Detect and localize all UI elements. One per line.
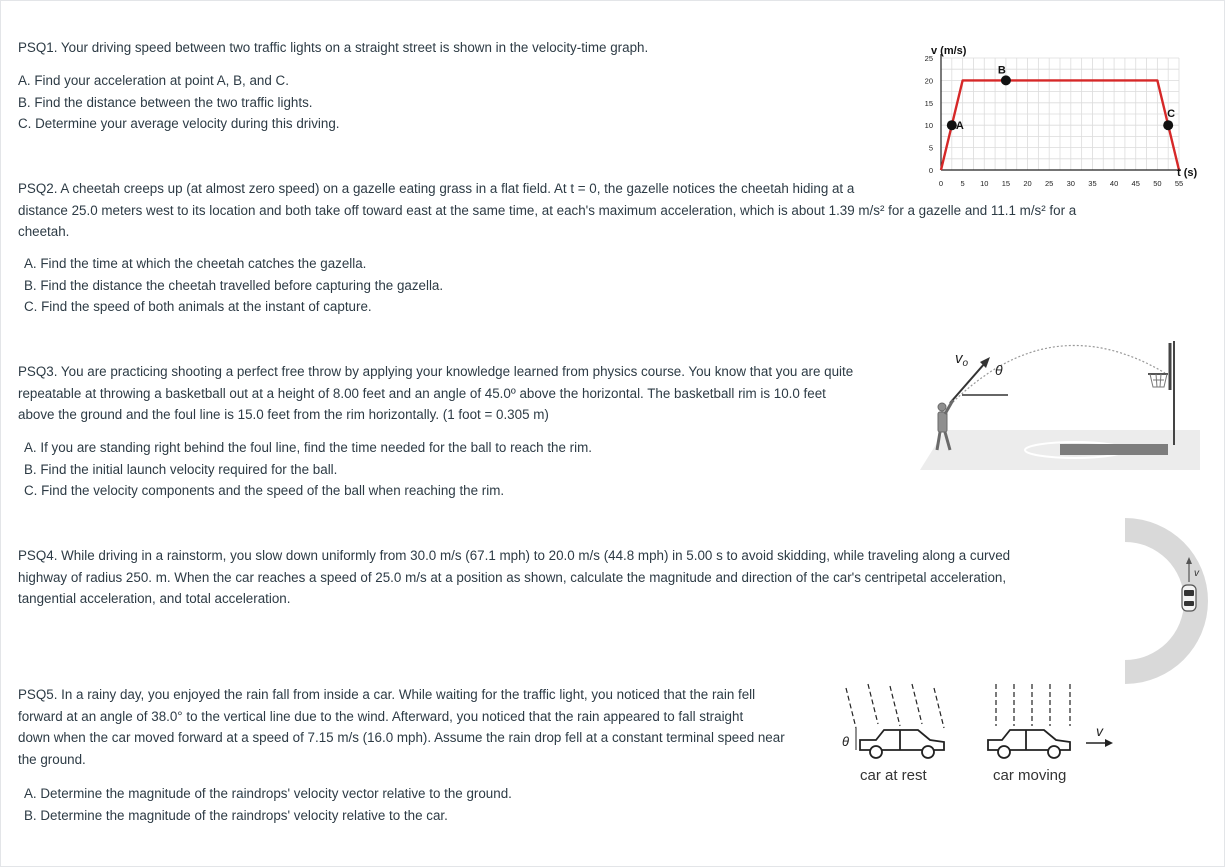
- rain-angle-label: θ: [842, 734, 850, 749]
- player-head: [938, 403, 946, 411]
- x-tick-label: 40: [1109, 179, 1119, 188]
- x-tick-label: 10: [980, 179, 989, 188]
- vertical-rain-lines: [996, 684, 1070, 726]
- launch-velocity-label: [955, 350, 969, 369]
- x-tick-label: 35: [1088, 179, 1097, 188]
- psq3-intro-line3: above the ground and the foul line is 15.0 feet from the rim horizontally. (1 foot = 0.305 m): [18, 407, 549, 423]
- paint-lane: [1060, 444, 1168, 455]
- x-tick-label: 55: [1174, 179, 1184, 188]
- psq3-parts: [24, 437, 592, 502]
- psq4-intro-line1: PSQ4. While driving in a rainstorm, you slow down uniformly from 30.0 m/s (67.1 mph) to 20.0 m/s (44.8 mph) in 5.00 s to avoid skidding, while traveling along a curved: [18, 548, 1011, 563]
- psq5-intro-line1: PSQ5. In a rainy day, you enjoyed the rain fall from inside a car. While waiting for the traffic light, you noticed that the rain fell: [18, 687, 756, 702]
- psq3-part-a: A. If you are standing right behind the foul line, find the time needed for the ball to reach the rim.: [24, 440, 592, 455]
- psq1-parts: [18, 70, 340, 135]
- car-moving: [988, 730, 1070, 758]
- velocity-time-chart: [915, 38, 1205, 200]
- psq4-intro-line2: highway of radius 250. m. When the car reaches a speed of 25.0 m/s at a position as shown, calculate the magnitude and direction of the car's centripetal acceleration,: [18, 569, 1007, 585]
- psq1-intro-text: PSQ1. Your driving speed between two traffic lights on a straight street is shown in the velocity-time graph.: [18, 40, 649, 55]
- x-tick-label: 50: [1153, 179, 1162, 188]
- chart-ylabel: v (m/s): [931, 45, 967, 57]
- car-moving-caption: car moving: [993, 767, 1067, 784]
- psq5-intro-line3: down when the car moved forward at a speed of 7.15 m/s (16.0 mph). Assume the rain drop fell at a constant terminal speed near: [18, 730, 785, 746]
- psq1-intro: [18, 37, 648, 59]
- psq1-part-b: B. Find the distance between the two traffic lights.: [18, 94, 313, 110]
- psq3-intro-line2: repeatable at throwing a basketball out at a height of 8.00 feet and an angle of 45.0º above the horizontal. The basketball rim is 10.0 feet: [18, 385, 826, 401]
- psq1-part-a: A. Find your acceleration at point A, B, and C.: [18, 73, 289, 88]
- point-a-label: A: [955, 120, 964, 133]
- y-tick-label: 0: [928, 166, 933, 175]
- player-body: [938, 412, 947, 432]
- psq3-intro: [18, 361, 918, 426]
- psq5-intro-line4: the ground.: [18, 751, 86, 767]
- y-tick-label: 5: [928, 143, 933, 153]
- psq2-part-a: A. Find the time at which the cheetah catches the gazella.: [24, 256, 367, 271]
- psq4-intro: [18, 545, 1118, 610]
- x-tick-label: 25: [1045, 179, 1054, 188]
- psq2-parts: [24, 253, 443, 318]
- car-velocity-label: v: [1096, 723, 1103, 739]
- psq3-part-c: C. Find the velocity components and the speed of the ball when reaching the rim.: [24, 483, 505, 499]
- chart-axes: [941, 54, 1181, 170]
- psq2-intro-line3: cheetah.: [18, 224, 70, 240]
- x-tick-label: 20: [1023, 179, 1032, 188]
- launch-velocity-arrow: [950, 363, 985, 403]
- chart-points: [947, 64, 1175, 132]
- ball-trajectory: [950, 345, 1165, 405]
- psq2-intro-line1: PSQ2. A cheetah creeps up (at almost zero speed) on a gazelle eating grass in a flat field. At t = 0, the gazelle notices the cheetah hiding at a: [18, 181, 855, 196]
- launch-angle-label: θ: [995, 362, 1003, 378]
- psq5-part-a: A. Determine the magnitude of the raindrops' velocity vector relative to the ground.: [24, 786, 512, 801]
- basketball-free-throw-figure: [920, 335, 1200, 475]
- car-velocity-arrowhead: [1105, 739, 1113, 747]
- psq5-intro-line2: forward at an angle of 38.0° to the vertical line due to the wind. Afterward, you noticed that the rain appeared to fall straight: [18, 708, 744, 724]
- psq4-intro-line3: tangential acceleration, and total acceleration.: [18, 591, 291, 607]
- chart-xlabel: t (s): [1177, 167, 1198, 179]
- car-icon: [1182, 585, 1196, 611]
- y-tick-label: 15: [924, 98, 933, 108]
- psq2-intro: [18, 178, 1198, 243]
- y-tick-label: 20: [924, 76, 933, 86]
- x-tick-label: 30: [1066, 179, 1075, 188]
- psq1-part-c: C. Determine your average velocity during this driving.: [18, 116, 340, 132]
- slanted-rain-lines: [846, 684, 944, 728]
- curved-highway-figure: [1125, 510, 1225, 690]
- velocity-label: v: [1194, 568, 1199, 579]
- car-at-rest-caption: car at rest: [860, 767, 927, 784]
- v-symbol: v: [955, 350, 963, 367]
- psq2-part-c: C. Find the speed of both animals at the instant of capture.: [24, 299, 372, 315]
- psq5-parts: [24, 783, 512, 826]
- y-tick-label: 10: [924, 121, 933, 131]
- psq3-intro-line1: PSQ3. You are practicing shooting a perfect free throw by applying your knowledge learned from physics course. You know that you are quite: [18, 364, 854, 379]
- psq2-part-b: B. Find the distance the cheetah travelled before capturing the gazella.: [24, 277, 444, 293]
- point-c-label: C: [1167, 108, 1176, 121]
- point-c-marker: [1163, 120, 1173, 130]
- psq5-part-b: B. Determine the magnitude of the raindrops' velocity relative to the car.: [24, 807, 448, 823]
- point-b-marker: [1001, 75, 1011, 85]
- car-at-rest: [860, 730, 944, 758]
- x-tick-label: 5: [960, 179, 965, 188]
- psq5-intro: [18, 684, 848, 770]
- x-tick-label: 45: [1131, 179, 1140, 188]
- hoop-net: [1150, 374, 1167, 387]
- point-b-label: B: [997, 64, 1006, 77]
- y-tick-label: 25: [924, 54, 933, 63]
- x-tick-label: 0: [938, 179, 944, 188]
- v-subscript: o: [962, 358, 969, 369]
- rain-car-figure: [838, 678, 1128, 788]
- psq3-part-b: B. Find the initial launch velocity required for the ball.: [24, 461, 338, 477]
- chart-grid: [941, 58, 1179, 170]
- psq2-intro-line2: distance 25.0 meters west to its location and both take off toward east at the same time, at each's maximum acceleration, which is about 1.39 m/s² for a gazelle and 11.1 m/s² for a: [18, 202, 1077, 218]
- x-tick-label: 15: [1001, 179, 1011, 188]
